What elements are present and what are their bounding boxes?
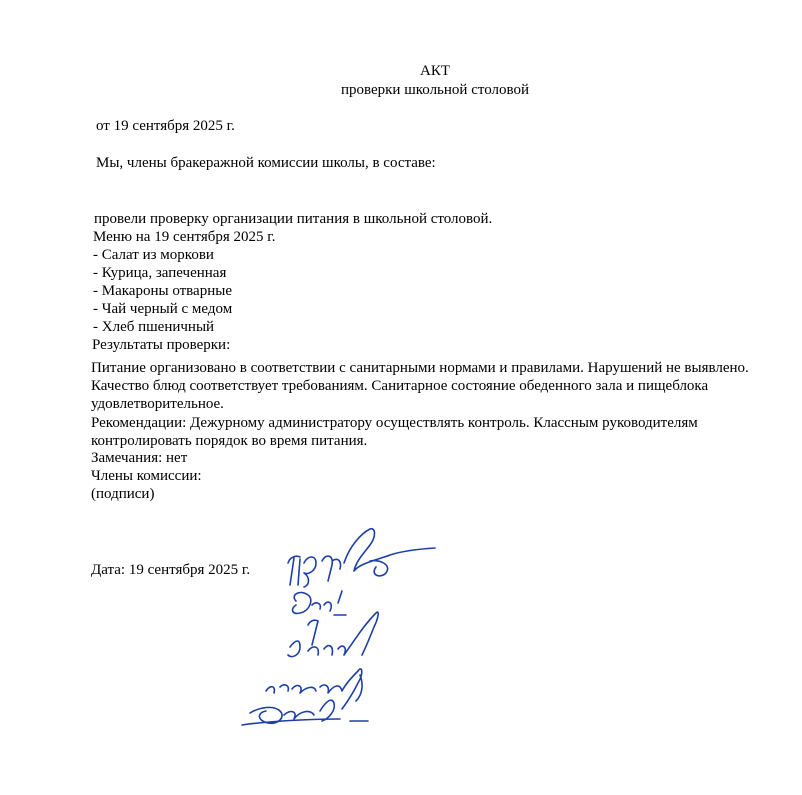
document-date: от 19 сентября 2025 г. [96,118,235,134]
results-heading: Результаты проверки: [92,337,231,353]
signature-stroke [320,700,334,721]
signature-stroke [344,529,435,571]
menu-item: - Курица, запеченная [93,265,227,281]
inspection-statement: провели проверку организации питания в школьной столовой. [94,211,493,227]
signature-stroke [266,669,362,709]
signature-stroke [288,620,318,656]
signature-stroke [293,593,332,614]
members-heading: Члены комиссии: [91,468,202,484]
signature-stroke [308,612,378,655]
signature-stroke [370,561,388,576]
menu-heading: Меню на 19 сентября 2025 г. [93,229,276,245]
signature-stroke [322,556,341,581]
signature-stroke [288,556,300,585]
signature-stroke [304,557,316,587]
menu-item: - Хлеб пшеничный [93,319,215,335]
document-title: АКТ [420,63,450,79]
menu-item: - Чай черный с медом [93,301,233,317]
commission-intro: Мы, члены бракеражной комиссии школы, в составе: [96,155,436,171]
menu-item: - Салат из моркови [93,247,214,263]
signatures-note: (подписи) [91,486,155,502]
recommendations-text: Рекомендации: Дежурному администратору осуществлять контроль. Классным руководителям контролировать порядок во время питания. [91,415,698,449]
signature-stroke [356,675,362,701]
footer-date: Дата: 19 сентября 2025 г. [91,562,251,578]
results-text: Питание организовано в соответствии с санитарными нормами и правилами. Нарушений не выявлено. Качество блюд соответствует требованиям. Санитарное состояние обеденного зала и пищеблока удовлетворительное. [91,360,749,412]
remarks-text: Замечания: нет [91,450,188,466]
menu-item: - Макароны отварные [93,283,232,299]
handwritten-signatures [230,515,460,745]
document-subtitle: проверки школьной столовой [340,82,530,98]
signature-stroke [334,591,346,615]
